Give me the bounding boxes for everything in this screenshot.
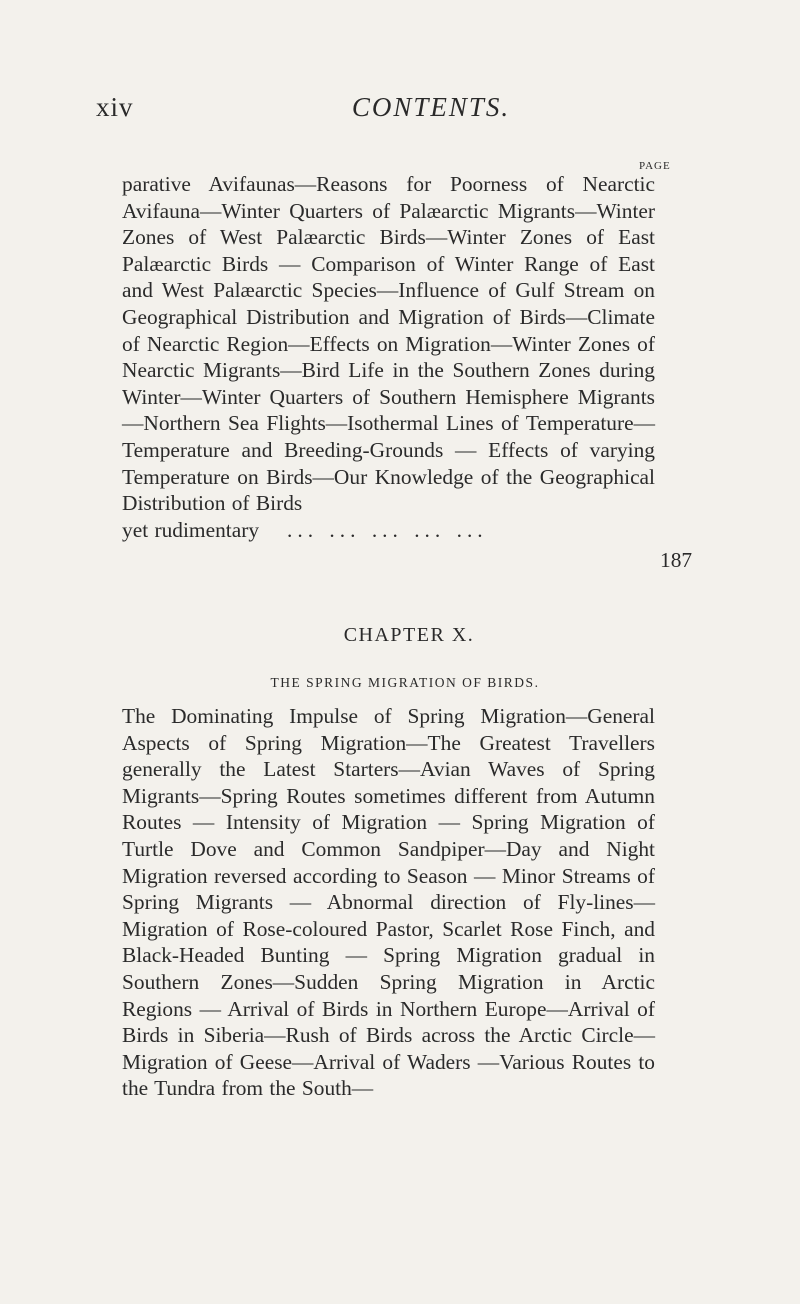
chapter-ix-synopsis-text: parative Avifaunas—Reasons for Poorness of Nearctic Avifauna—Winter Quarters of Palæarctic Migrants—Winter Zones of West Palæarctic Birds—Winter Zones of East Palæarctic Birds — Comparison of Winter Range of East and West Palæarctic Species—Influence of Gulf Stream on Geographical Distribution and Migration of Birds—Climate of Nearctic Region—Effects on Migration—Winter Zones of Nearctic Migrants—Bird Life in the Southern Zones during Winter—Winter Quarters of Southern Hemisphere Migrants—Northern Sea Flights—Isothermal Lines of Temperature—Temperature and Breeding-Grounds — Effects of varying Temperature on Birds—Our Knowledge of the Geographical Distribution of Birds: [122, 172, 655, 516]
chapter-ix-page-number: 187: [660, 548, 693, 572]
page-folio: xiv: [96, 92, 134, 122]
chapter-ix-last-text: yet rudimentary: [122, 517, 260, 542]
page-column-label: PAGE: [639, 160, 671, 172]
dot-leader: ... ... ... ... ...: [287, 517, 488, 542]
chapter-ix-last-line: [122, 517, 655, 544]
running-title: CONTENTS.: [351, 92, 511, 122]
chapter-x-synopsis: The Dominating Impulse of Spring Migration—General Aspects of Spring Migration—The Greatest Travellers generally the Latest Starters—Avian Waves of Spring Migrants—Spring Routes sometimes different from Autumn Routes — Intensity of Migration — Spring Migration of Turtle Dove and Common Sandpiper—Day and Night Migration reversed according to Season — Minor Streams of Spring Migrants — Abnormal direction of Fly-lines—Migration of Rose-coloured Pastor, Scarlet Rose Finch, and Black-Headed Bunting — Spring Migration gradual in Southern Zones—Sudden Spring Migration in Arctic Regions — Arrival of Birds in Northern Europe—Arrival of Birds in Siberia—Rush of Birds across the Arctic Circle—Migration of Geese—Arrival of Waders —Various Routes to the Tundra from the South—: [122, 704, 655, 1101]
page-header: [96, 92, 726, 132]
chapter-heading: CHAPTER X.: [343, 624, 475, 646]
chapter-ix-synopsis: [122, 171, 655, 543]
chapter-subtitle: THE SPRING MIGRATION OF BIRDS.: [270, 675, 540, 690]
